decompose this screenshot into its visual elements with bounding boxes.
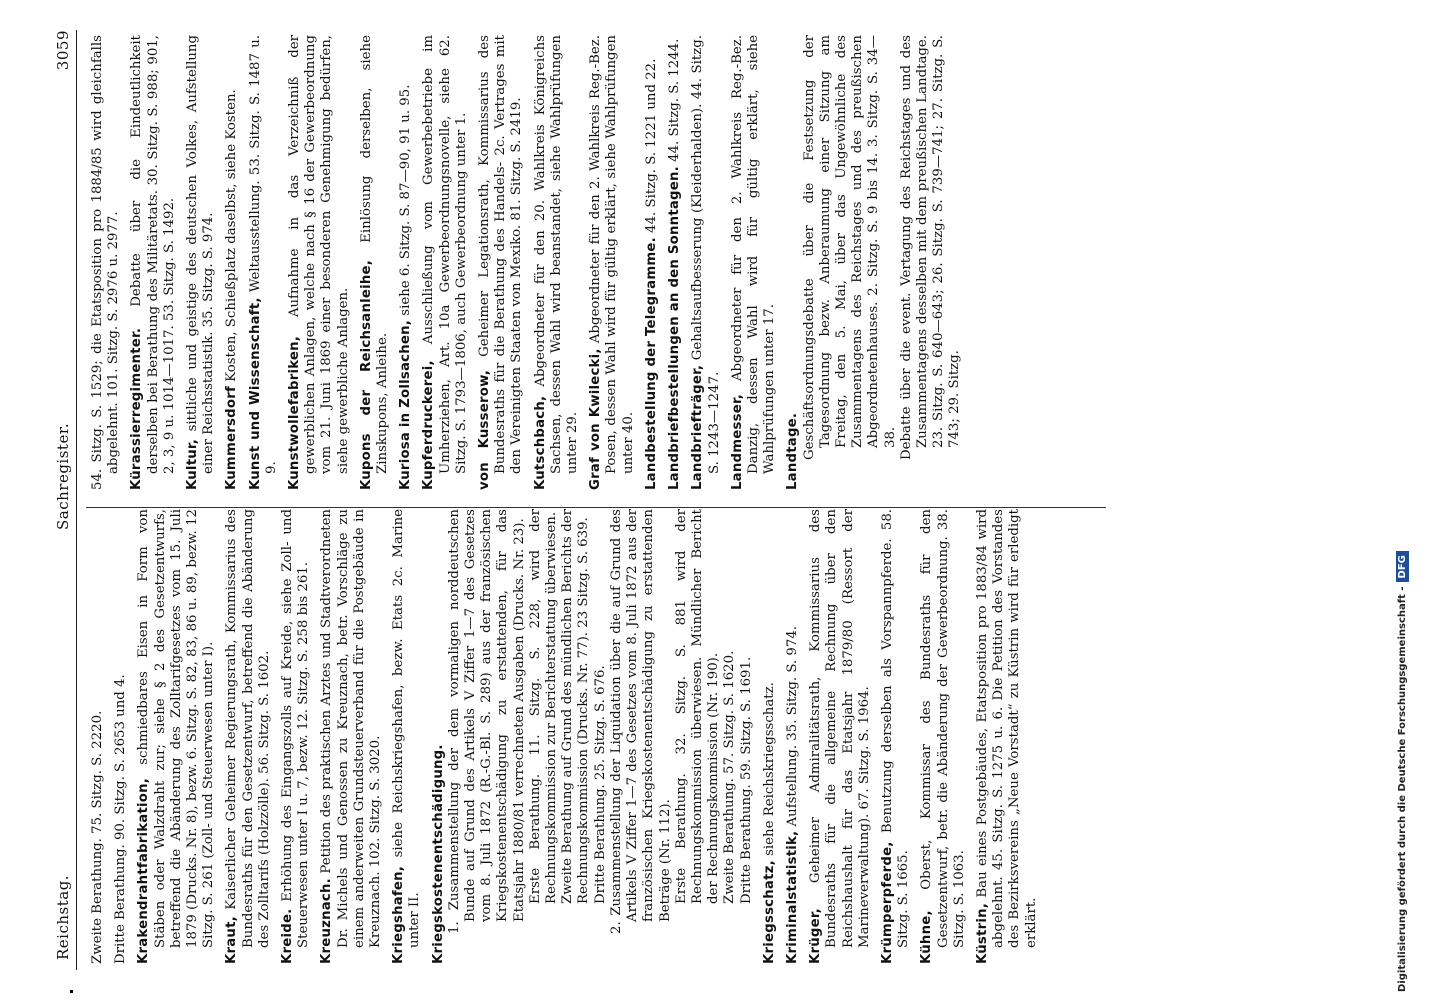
scan-speck xyxy=(70,990,73,993)
index-entry: Landmesser, Abgeordneter für den 2. Wahlkreis Reg.-Bez. Danzig, dessen Wahl wird für gültig erklärt, siehe Wahlprüfungen unter 17. xyxy=(729,34,778,490)
credit-text: Digitalisierung gefördert durch die Deutsche Forschungsgemeinschaft - xyxy=(1397,586,1408,992)
entry-keyword: Kutschbach, xyxy=(532,395,548,490)
entry-keyword: Kultur, xyxy=(185,439,201,490)
index-entry: Kunstwollefabriken, Aufnahme in das Verzeichniß der gewerblichen Anlagen, welche nach § 16 der Gewerbeordnung vom 21. Juni 1869 einer besonderen Genehmigung bedürfen, siehe gewerbliche Anlagen. xyxy=(287,35,351,490)
entry-keyword: Kreuznach. xyxy=(319,878,335,964)
entry-keyword: Graf von Kwilecki, xyxy=(588,348,604,490)
index-entry: Kultur, sittliche und geistige des deutschen Volkes, Aufstellung einer Reichsstatistik. 35. Sitzg. S. 974. xyxy=(185,35,217,490)
entry-keyword: Kriegskostenentschädigung. xyxy=(430,744,446,964)
index-entry: Kriminalstatistik, Aufstellung. 35. Sitzg. S. 974. xyxy=(784,625,800,964)
sub-entry: 2. Zusammenstellung der Liquidation über die auf Grund des Artikels V Ziffer 1—7 des Gesetzes vom 8. Juli 1872 aus der französischen Kriegskostenentschädigung zu erstattenden Beträge (Nr. 112). xyxy=(608,509,673,934)
sub-entry: Zweite Berathung auf Grund des mündlichen Berichts der Rechnungskommission (Drucks. Nr. 77). 23 Sitzg. S. 639. xyxy=(560,509,592,904)
index-entry: Kreide. Erhöhung des Eingangszolls auf Kreide, siehe Zoll- und Steuerwesen unter I u. 7, bezw. 12. Sitzg. S. 258 bis 261. xyxy=(280,509,312,964)
entry-keyword: Kriegsschatz, xyxy=(761,860,777,964)
entry-keyword: Krümperpferde, xyxy=(879,841,895,964)
index-column-right xyxy=(90,35,971,490)
index-entry xyxy=(785,35,963,490)
index-column-left xyxy=(90,509,1047,964)
entry-keyword: Kunstwollefabriken, xyxy=(287,335,303,490)
dfg-logo: DFG xyxy=(1396,551,1409,582)
index-entry xyxy=(431,509,755,964)
index-entry: Kürassierregimenter. Debatte über die Eindeutlichkeit derselben bei Berathung des Militäretats. 30. Sitzg. S. 988; 901, 2, 3, 9 u. 1014—1017. 53. Sitzg. S. 1492. xyxy=(129,35,177,490)
index-entry: Kraut, Kaiserlicher Geheimer Regierungsrath, Kommissarius des Bundesraths für den Gesetzentwurf, betreffend die Abänderung des Zolltarifs (Holzzölle). 56. Sitzg. S. 1602. xyxy=(224,508,272,964)
entry-keyword: Kupons der Reichsanleihe, xyxy=(358,260,374,490)
index-entry: Kupons der Reichsanleihe, Einlösung derselben, siehe Zinskupons, Anleihe. xyxy=(358,35,391,490)
index-entry: Kupferdruckerei, Ausschließung vom Gewerbebetriebe im Umherziehen, Art. 10a Gewerbeordnungsnovelle, siehe 62. Sitzg. S. 1793—1806, auch Gewerbeordnung unter 1. xyxy=(421,35,469,490)
entry-keyword: Kunst und Wissenschaft, xyxy=(247,297,263,490)
index-entry: Kühne, Oberst, Kommissar des Bundesraths für den Gesetzentwurf, betr. die Abänderung der Gewerbeordnung. 38. Sitzg. S. 1063. xyxy=(919,509,967,964)
entry-keyword: Landbriefträger, xyxy=(690,364,706,490)
sub-entry: 1. Zusammenstellung der dem vormaligen norddeutschen Bunde auf Grund des Artikels V Ziffer 1—7 des Gesetzes vom 8. Juli 1872 (R.-G.-Bl. S. 289) aus der französischen Kriegskostenentschädigung zu erstattenden, für das Etatsjahr 1880/81 verrechneten Ausgaben (Drucks. Nr. 23). xyxy=(446,509,527,934)
entry-keyword: Landmesser, xyxy=(729,393,745,490)
entry-keyword: Landtage. xyxy=(785,412,801,490)
index-entry: Kreuznach. Petition des praktischen Arztes und Stadtverordneten Dr. Michels und Genossen zu Kreuznach, betr. Vorschläge zu einem anderweiten Grundsteuerverband für die Postgebäude in Kreuznach. 102. Sitzg. S. 3020. xyxy=(319,508,384,964)
entry-keyword: Kriegshafen, xyxy=(391,865,407,964)
entry-keyword: Kupferdruckerei, xyxy=(421,360,437,490)
index-entry: 54. Sitzg. S. 1529; die Etatsposition pro 1884/85 wird gleichfalls abgelehnt. 101. Sitzg. S. 2976 u. 2977. xyxy=(90,35,122,490)
entry-keyword: Kühne, xyxy=(919,910,935,964)
sub-entry: Zweite Berathung. 57. Sitzg. S. 1620. xyxy=(722,650,738,904)
entry-keyword: Kreide. xyxy=(280,908,296,964)
index-entry: Zweite Berathung. 75. Sitzg. S. 2220. xyxy=(90,710,105,964)
entry-keyword: Kriminalstatistik, xyxy=(784,830,800,964)
running-head-left: Reichstag. xyxy=(54,874,72,960)
entry-keyword: Landbriefbestellungen an den Sonntagen. xyxy=(667,166,683,490)
entry-keyword: Krüger, xyxy=(808,908,824,964)
index-entry: Landbriefbestellungen an den Sonntagen. 44. Sitzg. S. 1244. xyxy=(667,38,683,490)
column-divider xyxy=(86,507,1106,508)
entry-keyword: Kürassierregimenter. xyxy=(129,327,145,490)
index-entry: Landbriefträger, Gehaltsaufbesserung (Kleiderhalden). 44. Sitzg. S. 1243—1247. xyxy=(690,35,722,490)
index-entry: Krakendrahtfabrikation, schmiedbares Eisen in Form von Stäben oder Walzdraht zur; siehe § 2 des Gesetzentwurfs, betreffend die Abänderung des Zolltarifgesetzes vom 15. Juli 1879 (Drucks. Nr. 8), bezw. 6. Sitzg. S. 82, 83, 86 u. 89, bezw. 12 Sitzg. S. 261 (Zoll- und Steuerwesen unter I). xyxy=(136,509,217,964)
header-rule xyxy=(76,30,77,970)
sub-entry: Dritte Berathung. 25. Sitzg. S. 676. xyxy=(592,665,608,904)
index-entry: Kunst und Wissenschaft, Weltausstellung. 53. Sitzg. S. 1487 u. 9. xyxy=(247,35,279,490)
page-number: 3059 xyxy=(54,30,72,71)
index-entry: Dritte Berathung. 90. Sitzg. S. 2653 und 4. xyxy=(113,674,129,964)
running-head-title: Sachregister. xyxy=(54,422,72,530)
entry-keyword: Kraut, xyxy=(224,916,240,964)
entry-keyword: Küstrin, xyxy=(974,902,990,964)
index-entry: Landbestellung der Telegramme. 44. Sitzg. S. 1221 und 22. xyxy=(643,58,659,490)
entry-keyword: Krakendrahtfabrikation, xyxy=(136,777,152,964)
index-entry: Kummersdorf Kosten, Schießplatz daselbst, siehe Kosten. xyxy=(224,89,240,490)
sub-entry: Geschäftsordnungsdebatte über die Festsetzung der Tagesordnung bezw. Anberaumung einer Sitzung am Freitag, den 5. Mai, über das Ungewöhnliche des Zusammentagens des Reichstages und des preußischen Abgeordnetenhauses. 2. Sitzg. S. 9 bis 14. 3. Sitzg. S. 34—38. xyxy=(801,35,898,460)
sub-entry: Erste Berathung. 11. Sitzg. S. 228, wird der Rechnungskommission zur Berichterstattung überwiesen. xyxy=(527,509,560,904)
entry-keyword: Kuriosa in Zollsachen, xyxy=(398,319,414,490)
sub-entry: Dritte Berathung. 59. Sitzg. S. 1691. xyxy=(738,656,754,904)
rotated-page xyxy=(42,0,1382,1000)
index-entry: Krüger, Geheimer Admiralitätsrath, Kommissarius des Bundesraths für die allgemeine Rechnung über den Reichshaushalt für das Etatsjahr 1879/80 (Ressort der Marineverwaltung). 67. Sitzg. S. 1964. xyxy=(808,509,872,964)
index-entry: Krümperpferde, Benutzung derselben als Vorspannpferde. 58. Sitzg. S. 1665. xyxy=(879,508,912,964)
sub-entry: Debatte über die event. Vertagung des Reichstages und des Zusammentagens desselben mit dem preußischen Landtage. 23. Sitzg. S. 640—643; 26. Sitzg. S. 739—741; 27. Sitzg. S. 743; 29. Sitzg. xyxy=(898,35,963,460)
index-entry: von Kusserow, Geheimer Legationsrath, Kommissarius des Bundesraths für die Berathung des Handels- 2c. Vertrages mit den Vereinigten Staaten von Mexiko. 81. Sitzg. S. 2419. xyxy=(477,35,525,490)
index-entry: Kriegshafen, siehe Reichskriegshafen, bezw. Etats 2c. Marine unter II. xyxy=(391,508,423,964)
index-entry: Graf von Kwilecki, Abgeordneter für den 2. Wahlkreis Reg.-Bez. Posen, dessen Wahl wird für gültig erklärt, siehe Wahlprüfungen unter 40. xyxy=(588,35,636,490)
entry-keyword: Landbestellung der Telegramme. xyxy=(643,237,659,490)
sub-entry: Erste Berathung. 32. Sitzg. S. 881 wird der Rechnungskommission überwiesen. Mündlicher Bericht der Rechnungskommission (Nr. 190). xyxy=(673,509,722,904)
entry-keyword: Kummersdorf xyxy=(224,386,240,490)
entry-keyword: von Kusserow, xyxy=(477,370,493,490)
index-entry: Kuriosa in Zollsachen, siehe 6. Sitzg. S. 87—90, 91 u. 95. xyxy=(398,84,414,490)
index-entry: Kutschbach, Abgeordneter für den 20. Wahlkreis Königreichs Sachsen, dessen Wahl wird beanstandet, siehe Wahlprüfungen unter 29. xyxy=(532,35,581,490)
index-entry: Küstrin, Bau eines Postgebäudes, Etatsposition pro 1883/84 wird abgelehnt. 45. Sitzg. S. 1275 u. 6. Die Petition des Vorstandes des Bezirksvereins „Neue Vorstadt“ zu Küstrin wird für erledigt erklärt. xyxy=(974,509,1039,964)
digitization-credit xyxy=(1396,0,1432,992)
index-entry: Kriegsschatz, siehe Reichskriegsschatz. xyxy=(761,682,777,964)
